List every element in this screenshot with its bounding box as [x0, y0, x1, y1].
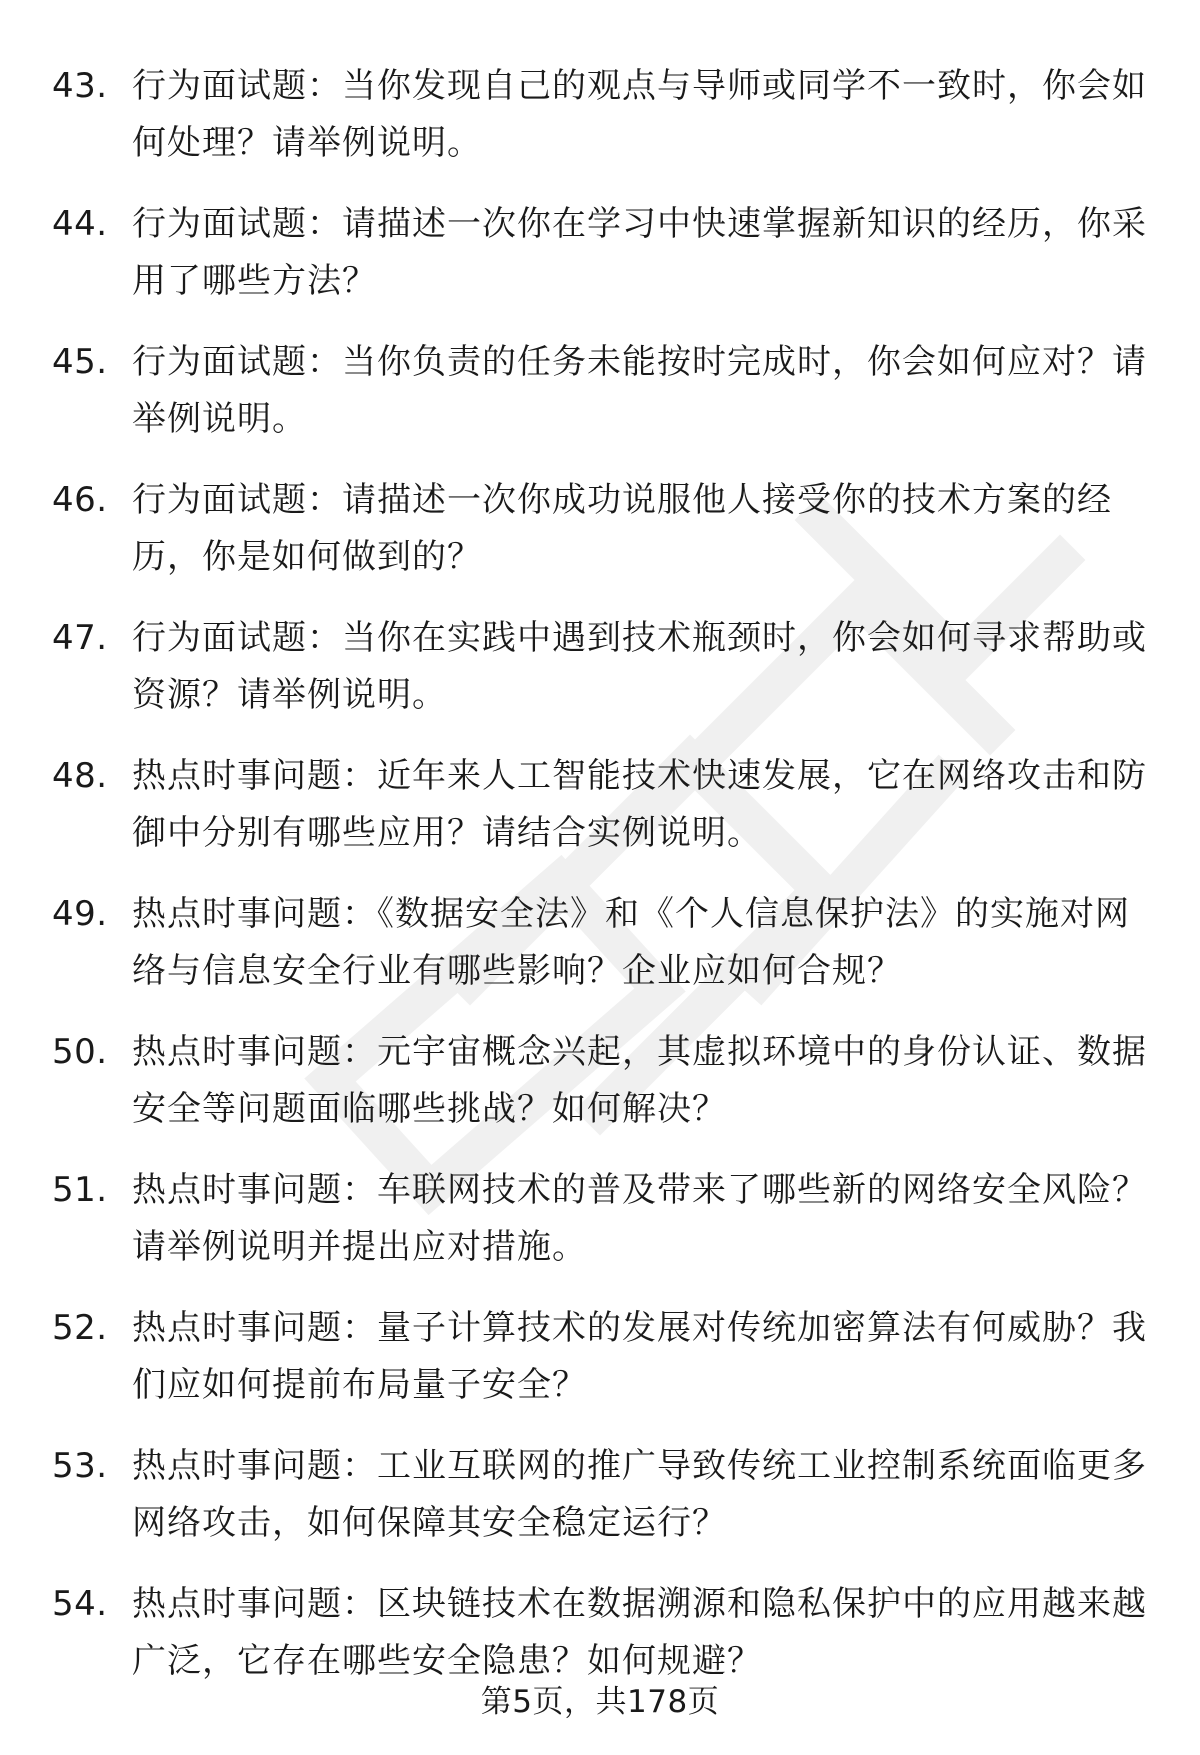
question-text: 热点时事问题：量子计算技术的发展对传统加密算法有何威胁？我们应如何提前布局量子安全？	[132, 1308, 1147, 1405]
question-number: 52.	[52, 1308, 108, 1348]
question-number: 46.	[52, 480, 108, 520]
question-text: 热点时事问题：近年来人工智能技术快速发展，它在网络攻击和防御中分别有哪些应用？请结合实例说明。	[132, 756, 1147, 853]
page-footer	[0, 1682, 1200, 1722]
list-item	[52, 1300, 1152, 1438]
question-text: 行为面试题：当你发现自己的观点与导师或同学不一致时，你会如何处理？请举例说明。	[132, 66, 1147, 163]
list-item	[52, 886, 1152, 1024]
question-text: 热点时事问题：元宇宙概念兴起，其虚拟环境中的身份认证、数据安全等问题面临哪些挑战？如何解决？	[132, 1032, 1147, 1129]
question-text: 行为面试题：当你负责的任务未能按时完成时，你会如何应对？请举例说明。	[132, 342, 1147, 439]
question-text: 热点时事问题：《数据安全法》和《个人信息保护法》的实施对网络与信息安全行业有哪些影响？企业应如何合规？	[132, 894, 1130, 991]
question-text: 热点时事问题：车联网技术的普及带来了哪些新的网络安全风险？请举例说明并提出应对措施。	[132, 1170, 1147, 1267]
question-number: 47.	[52, 618, 108, 658]
question-number: 45.	[52, 342, 108, 382]
question-text: 行为面试题：请描述一次你在学习中快速掌握新知识的经历，你采用了哪些方法？	[132, 204, 1147, 301]
question-number: 43.	[52, 66, 108, 106]
list-item	[52, 334, 1152, 472]
question-number: 54.	[52, 1584, 108, 1624]
question-number: 53.	[52, 1446, 108, 1486]
question-number: 49.	[52, 894, 108, 934]
question-text: 行为面试题：当你在实践中遇到技术瓶颈时，你会如何寻求帮助或资源？请举例说明。	[132, 618, 1147, 715]
list-item	[52, 58, 1152, 196]
question-number: 48.	[52, 756, 108, 796]
question-number: 44.	[52, 204, 108, 244]
list-item	[52, 1024, 1152, 1162]
list-item	[52, 1438, 1152, 1576]
page-number-label: 第5页，共178页	[480, 1684, 720, 1720]
question-text: 行为面试题：请描述一次你成功说服他人接受你的技术方案的经历，你是如何做到的？	[132, 480, 1112, 577]
question-number: 51.	[52, 1170, 108, 1210]
list-item	[52, 748, 1152, 886]
question-text: 热点时事问题：工业互联网的推广导致传统工业控制系统面临更多网络攻击，如何保障其安全稳定运行？	[132, 1446, 1147, 1543]
question-list	[52, 58, 1152, 1714]
question-number: 50.	[52, 1032, 108, 1072]
list-item	[52, 1162, 1152, 1300]
list-item	[52, 472, 1152, 610]
question-text: 热点时事问题：区块链技术在数据溯源和隐私保护中的应用越来越广泛，它存在哪些安全隐患？如何规避？	[132, 1584, 1147, 1681]
list-item	[52, 196, 1152, 334]
list-item	[52, 610, 1152, 748]
